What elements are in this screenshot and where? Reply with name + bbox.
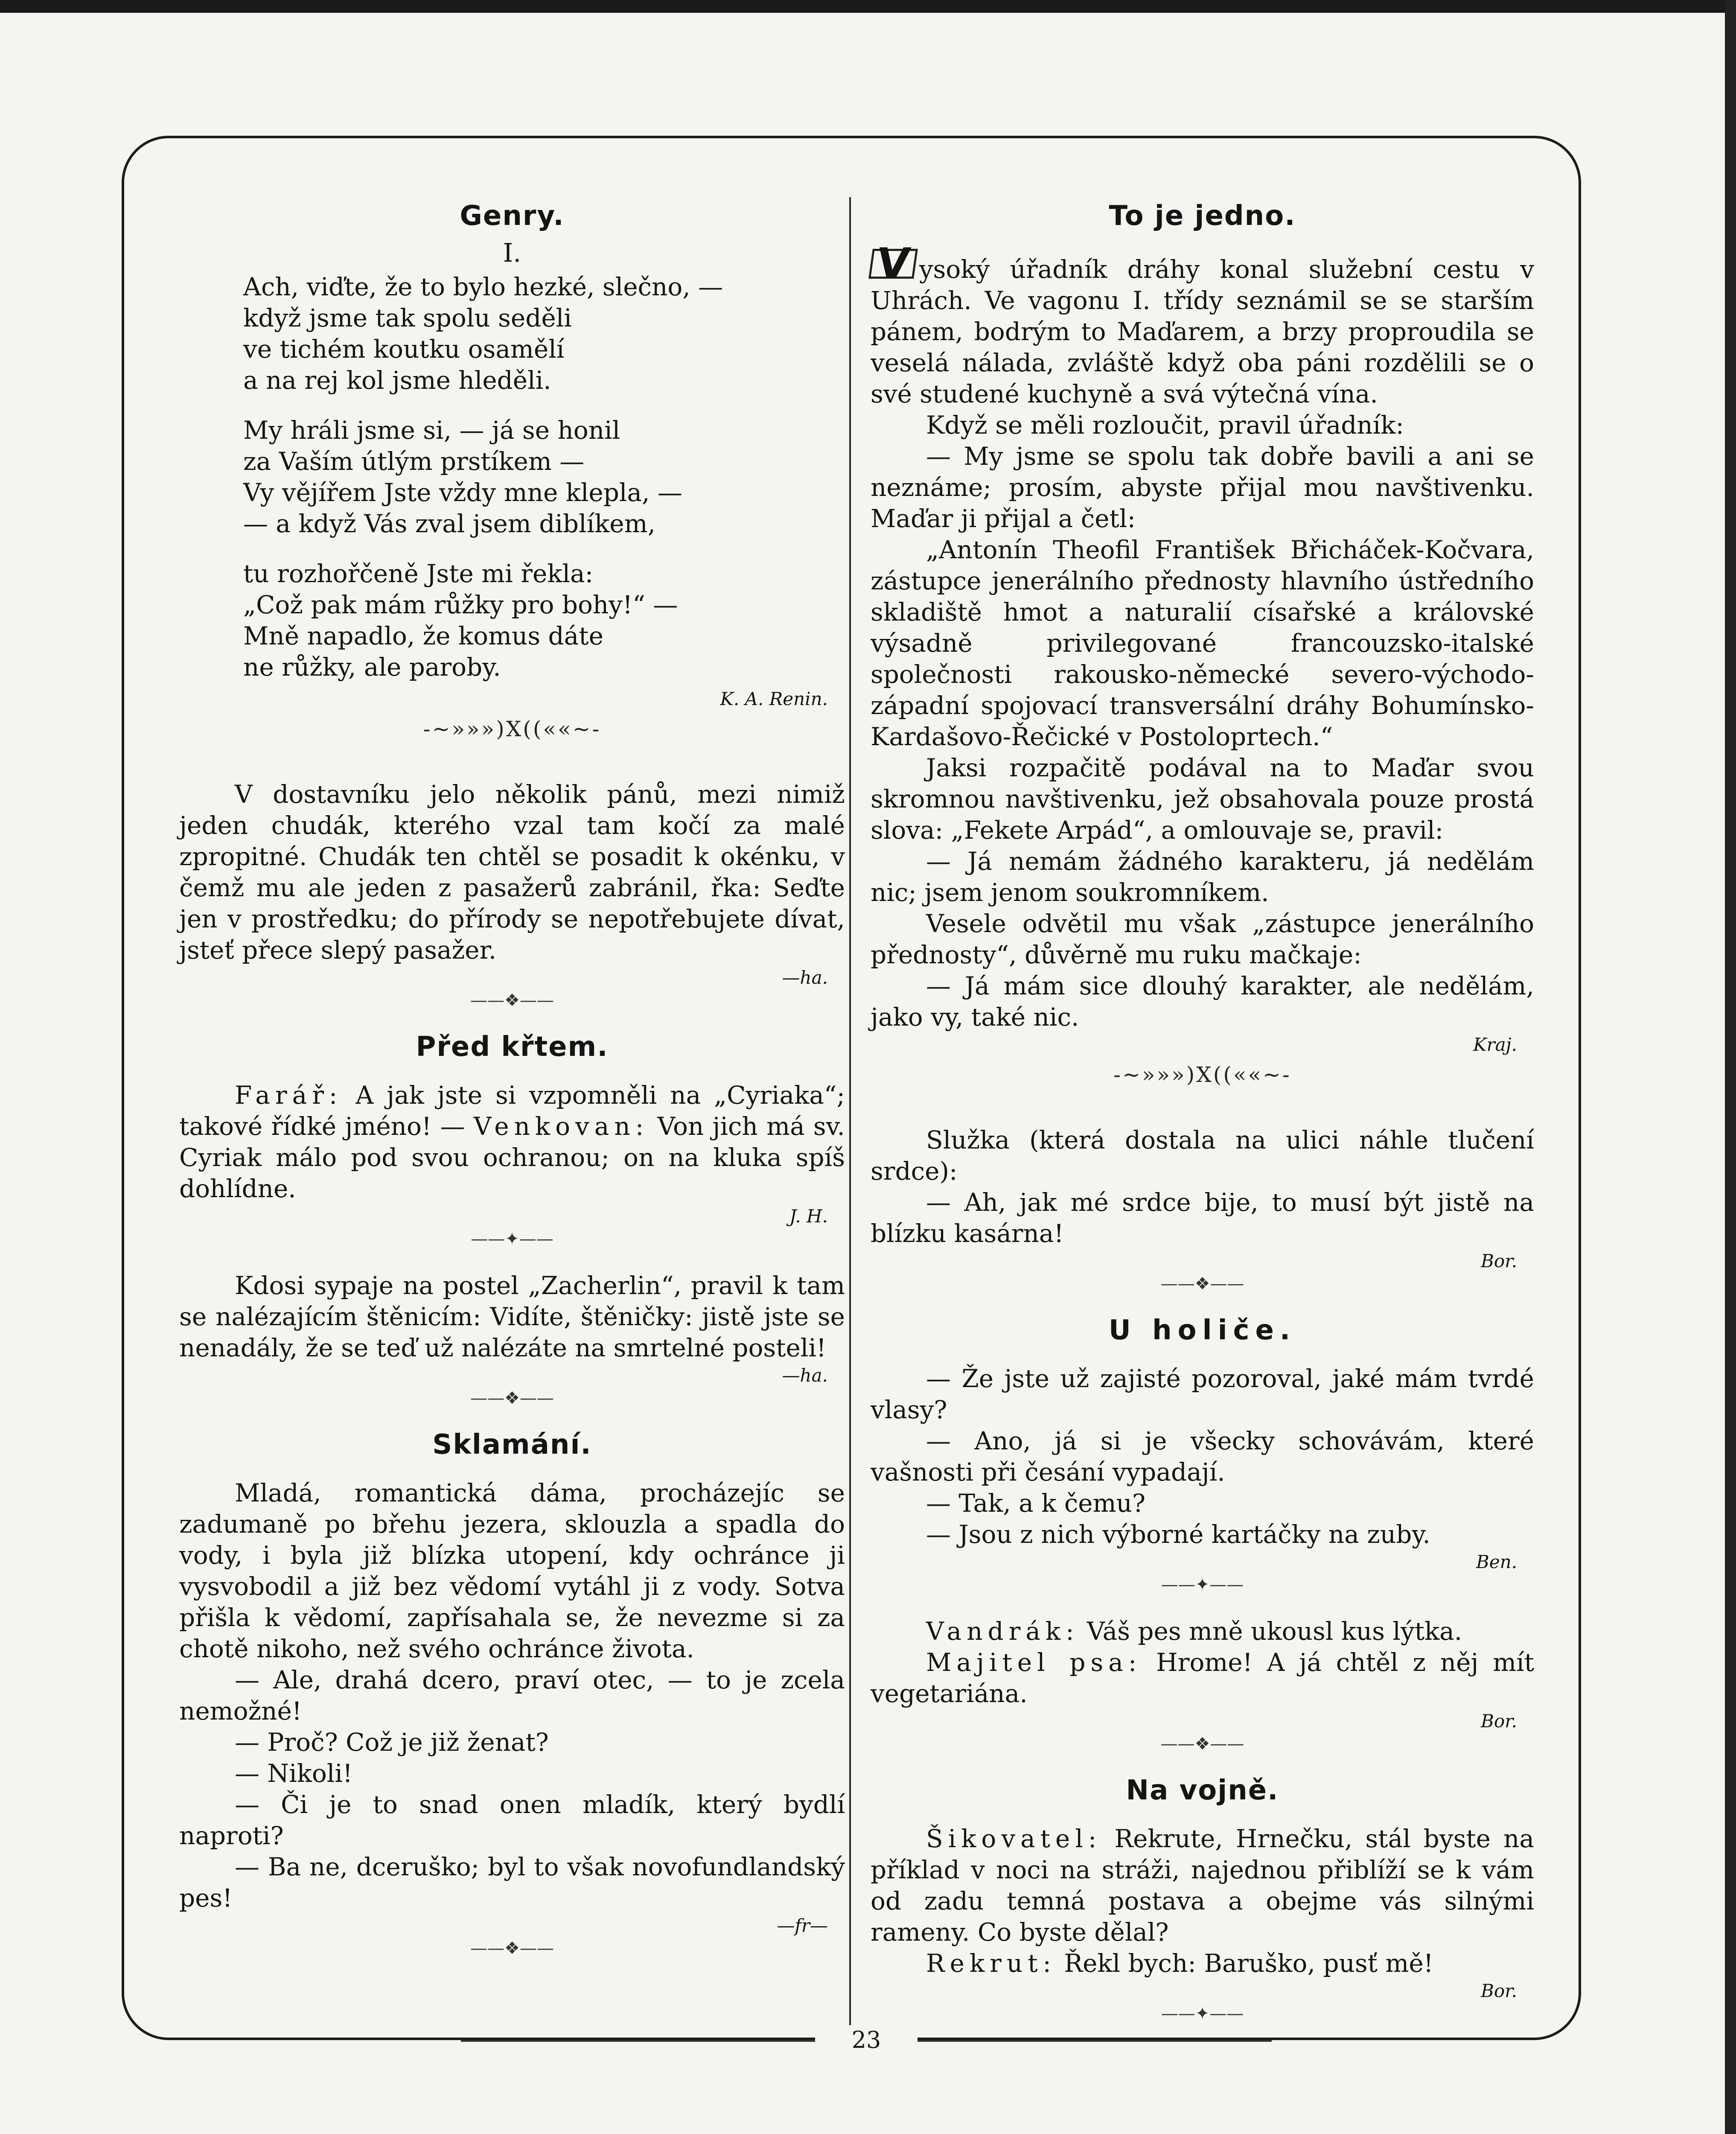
anecdote-paragraph: — Ano, já si je všecky schovávám, které vašnosti při česání vypadají. bbox=[871, 1426, 1534, 1487]
section-separator: ——❖—— bbox=[470, 991, 554, 1010]
anecdote-paragraph: — Ale, drahá dcero, praví otec, — to je zcela nemožné! bbox=[179, 1665, 845, 1726]
dialogue-text: Váš pes mně ukousl kus lýtka. bbox=[1079, 1617, 1462, 1646]
anecdote-vandrak bbox=[871, 1616, 1534, 1755]
section-separator: ——❖—— bbox=[470, 1388, 554, 1408]
anecdote-paragraph: — Proč? Což je již ženat? bbox=[235, 1728, 549, 1757]
poem-stanza bbox=[243, 271, 845, 396]
poem-line: — a když Vás zval jsem diblíkem, bbox=[243, 509, 656, 538]
poem-line: za Vaším útlým prstíkem — bbox=[243, 447, 585, 476]
anecdote-text bbox=[179, 1080, 845, 1204]
story-paragraph: — My jsme se spolu tak dobře bavili a ani se neznáme; prosím, abyste přijal mou navštivenku. Maďar ji přijal a četl: bbox=[871, 442, 1534, 533]
poem-line: Mně napadlo, že komus dáte bbox=[243, 621, 603, 650]
anecdote-paragraph: Mladá, romantická dáma, procházejíc se zadumaně po břehu jezera, sklouzla a spadla do vody, i byla již blízka utopení, kdy ochránce ji vysvobodil a již bez vědomí vytáhl ji z vody. Sotva přišla k vědomí, zapřísahala se, že nevezme si za chotě nikoho, než svého ochránce života. bbox=[179, 1478, 845, 1663]
anecdote-paragraph: — Že jste už zajisté pozoroval, jaké mám tvrdé vlasy? bbox=[871, 1364, 1534, 1424]
section-title: Před křtem. bbox=[416, 1031, 609, 1063]
poem-line: My hráli jsme si, — já se honil bbox=[243, 416, 620, 445]
left-column bbox=[179, 201, 845, 1979]
anecdote-paragraph: — Ah, jak mé srdce bije, to musí být jistě na blízku kasárna! bbox=[871, 1188, 1534, 1248]
anecdote-paragraph: — Či je to snad onen mladík, který bydlí naproti? bbox=[179, 1790, 845, 1850]
speaker-label: Vandrák: bbox=[926, 1617, 1079, 1646]
dialogue-text: Řekl bych: Baruško, pusť mě! bbox=[1056, 1949, 1433, 1978]
author-signature: Ben. bbox=[1476, 1551, 1517, 1572]
section-separator: ——❖—— bbox=[470, 1939, 554, 1958]
author-signature: —fr— bbox=[777, 1915, 828, 1936]
anecdote-paragraph bbox=[871, 1948, 1534, 1979]
poem-line-text: Ach, viďte, že to bylo hezké, slečno, — bbox=[243, 272, 723, 301]
poem-stanza bbox=[243, 415, 845, 539]
dialogue-text: Rekrute, Hrnečku, stál byste na příklad v noci na stráži, najednou přiblíží se k vám od zadu temná postava a obejme vás silnými rameny. Co byste dělal? bbox=[871, 1824, 1534, 1947]
anecdote-paragraph: — Nikoli! bbox=[235, 1759, 353, 1788]
anecdote-sklamani bbox=[179, 1429, 845, 1959]
speaker-label: Farář: bbox=[235, 1081, 343, 1110]
ornament-divider: -~»»»)X((««~- bbox=[1113, 1062, 1291, 1087]
anecdote-text: Kdosi sypaje na postel „Zacherlin“, pravil k tam se nalézajícím štěnicím: Vidíte, štěničky: jistě jste se nenadály, že se teď už nalézáte na smrtelné posteli! bbox=[179, 1271, 845, 1362]
drop-cap: V bbox=[868, 249, 918, 279]
story-paragraph bbox=[871, 239, 1534, 410]
speaker-label: Venkovan: bbox=[473, 1112, 649, 1141]
story-paragraph: „Antonín Theofil František Břicháček-Kočvara, zástupce jenerálního přednosty hlavního ústředního skladiště hmot a naturalií císařské a královské výsadně privilegované francouzsko-italské společnosti rakousko-německé severo-východo-západní spojovací transversální dráhy Bohumínsko-Kardašovo-Řečické v Postoloprtech.“ bbox=[871, 535, 1534, 751]
scan-edge-right bbox=[1725, 0, 1736, 2134]
anecdote-na-vojne bbox=[871, 1775, 1534, 2024]
speaker-label: Šikovatel: bbox=[926, 1824, 1102, 1853]
anecdote-paragraph: — Jsou z nich výborné kartáčky na zuby. bbox=[926, 1520, 1430, 1549]
footer-rule-left bbox=[461, 2040, 815, 2042]
poem-stanza bbox=[243, 558, 845, 683]
poem-line: když jsme tak spolu seděli bbox=[243, 303, 572, 332]
anecdote-dostavnik bbox=[179, 779, 845, 1011]
speaker-label: Rekrut: bbox=[926, 1949, 1057, 1978]
section-separator: ——✦—— bbox=[1161, 2004, 1244, 2023]
story-paragraph: Když se měli rozloučit, pravil úřadník: bbox=[926, 411, 1404, 440]
section-separator: ——✦—— bbox=[1161, 1575, 1244, 1595]
ornament-divider: -~»»»)X((««~- bbox=[423, 717, 601, 741]
poem-line: a na rej kol jsme hleděli. bbox=[243, 366, 551, 395]
story-paragraph: Jaksi rozpačitě podával na to Maďar svou skromnou navštivenku, jež obsahovala pouze prostá slova: „Fekete Arpád“, a omlouvaje se, pravil: bbox=[871, 753, 1534, 845]
section-title: Na vojně. bbox=[1126, 1775, 1279, 1806]
section-title: Genry. bbox=[460, 200, 565, 232]
footer-rule-right bbox=[918, 2040, 1272, 2042]
anecdote-paragraph bbox=[871, 1647, 1534, 1709]
dialogue-text: Von jich má sv. Cyriak málo pod svou ochranou; on na kluka spíš dohlídne. bbox=[179, 1112, 845, 1203]
section-title: U holiče. bbox=[1108, 1315, 1296, 1346]
anecdote-paragraph: — Ba ne, dceruško; byl to však novofundlandský pes! bbox=[179, 1852, 845, 1912]
scan-edge-top bbox=[0, 0, 1736, 13]
right-column bbox=[871, 201, 1534, 2045]
anecdote-sluzka bbox=[871, 1125, 1534, 1294]
story-text: ysoký úřadník dráhy konal služební cestu v Uhrách. Ve vagonu I. třídy seznámil se se starším pánem, bodrým to Maďarem, a brzy proproudila se veselá nálada, zvláště když oba páni rozdělili se o své studené kuchyně a svá výtečná vína. bbox=[871, 255, 1534, 408]
speaker-label: Majitel psa: bbox=[926, 1648, 1142, 1677]
anecdote-pred-krtem bbox=[179, 1032, 845, 1250]
anecdote-u-holice bbox=[871, 1315, 1534, 1595]
story-paragraph: — Já nemám žádného karakteru, já nedělám nic; jsem jenom soukromníkem. bbox=[871, 847, 1534, 907]
story-paragraph: — Já mám sice dlouhý karakter, ale nedělám, jako vy, také nic. bbox=[871, 971, 1534, 1032]
author-signature: K. A. Renin. bbox=[720, 688, 828, 709]
column-divider bbox=[849, 197, 851, 2028]
poem-line: tu rozhořčeně Jste mi řekla: bbox=[243, 559, 594, 588]
author-signature: Kraj. bbox=[1473, 1034, 1517, 1055]
anecdote-paragraph: Služka (která dostala na ulici náhle tlučení srdce): bbox=[871, 1125, 1534, 1186]
section-title: Sklamání. bbox=[432, 1429, 592, 1461]
story-to-je-jedno bbox=[871, 201, 1534, 1090]
page-number: 23 bbox=[815, 2025, 918, 2055]
section-title: To je jedno. bbox=[1109, 200, 1296, 232]
section-separator: ——❖—— bbox=[1160, 1734, 1244, 1754]
anecdote-paragraph: — Tak, a k čemu? bbox=[926, 1489, 1146, 1518]
poem-genry bbox=[179, 201, 845, 745]
dialogue-text: A jak jste si vzpomněli na „Cyriaka“; takové řídké jméno! — bbox=[179, 1081, 845, 1141]
poem-line bbox=[243, 271, 845, 303]
poem-line: „Což pak mám růžky pro bohy!“ — bbox=[243, 590, 678, 619]
author-signature: —ha. bbox=[782, 1365, 828, 1386]
story-paragraph: Vesele odvětil mu však „zástupce jenerálního přednosty“, důvěrně mu ruku mačkaje: bbox=[871, 909, 1534, 969]
author-signature: Bor. bbox=[1481, 1251, 1517, 1271]
section-separator: ——✦—— bbox=[471, 1229, 553, 1249]
author-signature: —ha. bbox=[782, 967, 828, 988]
author-signature: Bor. bbox=[1481, 1980, 1517, 2001]
section-separator: ——❖—— bbox=[1160, 1274, 1244, 1294]
poem-line: Vy vějířem Jste vždy mne klepla, — bbox=[243, 478, 682, 507]
poem-line: ve tichém koutku osamělí bbox=[243, 335, 565, 364]
anecdote-paragraph bbox=[871, 1616, 1534, 1647]
anecdote-zacherlin bbox=[179, 1270, 845, 1409]
anecdote-paragraph bbox=[871, 1823, 1534, 1948]
author-signature: Bor. bbox=[1481, 1711, 1517, 1732]
dialogue-text: Hrome! A já chtěl z něj mít vegetariána. bbox=[871, 1648, 1534, 1708]
poem-part-number: I. bbox=[503, 238, 521, 268]
author-signature: J. H. bbox=[789, 1206, 828, 1227]
anecdote-text: V dostavníku jelo několik pánů, mezi nimiž jeden chudák, kterého vzal tam kočí za malé zpropitné. Chudák ten chtěl se posadit k okénku, v čemž mu ale jeden z pasažerů zabránil, řka: Seďte jen v prostředku; do přírody se nepotřebujete dívat, jsteť přece slepý pasažer. bbox=[179, 780, 845, 965]
poem-line: ne růžky, ale paroby. bbox=[243, 653, 501, 682]
